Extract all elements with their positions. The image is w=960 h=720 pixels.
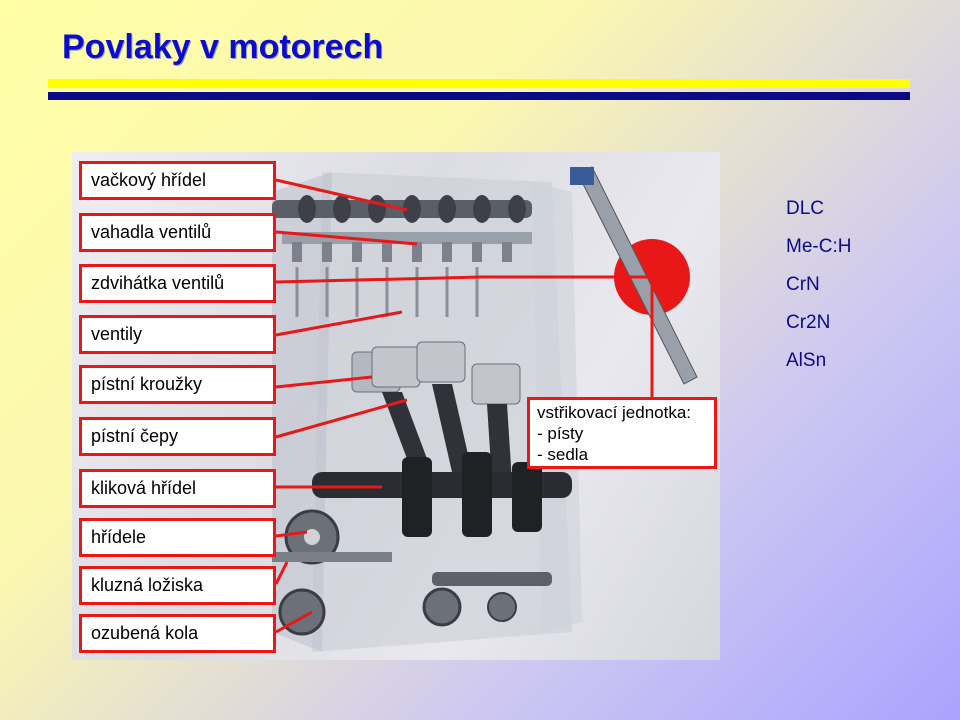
coating-item: Cr2N <box>786 312 831 333</box>
label-valve-lifters: zdvihátka ventilů <box>79 264 276 303</box>
label-plain-bearings: kluzná ložiska <box>79 566 276 605</box>
injector-title: vstřikovací jednotka: <box>537 403 692 422</box>
label-valves: ventily <box>79 315 276 354</box>
coating-item: DLC <box>786 198 825 219</box>
title-underline-navy <box>48 92 910 100</box>
label-rocker-arms: vahadla ventilů <box>79 213 276 252</box>
injector-item-seats: - sedla <box>537 445 589 464</box>
label-shafts: hřídele <box>79 518 276 557</box>
label-piston-pins: pístní čepy <box>79 417 276 456</box>
label-crankshaft: kliková hřídel <box>79 469 276 508</box>
injector-item-pistons: - písty <box>537 424 584 443</box>
coating-item: AlSn <box>786 350 827 371</box>
coating-list <box>786 190 851 380</box>
slide-title: Povlaky v motorech <box>62 28 384 66</box>
label-piston-rings: pístní kroužky <box>79 365 276 404</box>
title-underline-yellow <box>48 79 910 88</box>
label-camshaft: vačkový hřídel <box>79 161 276 200</box>
coating-item: CrN <box>786 274 820 295</box>
label-gears: ozubená kola <box>79 614 276 653</box>
coating-item: Me-C:H <box>786 236 852 257</box>
injector-callout <box>527 397 717 469</box>
